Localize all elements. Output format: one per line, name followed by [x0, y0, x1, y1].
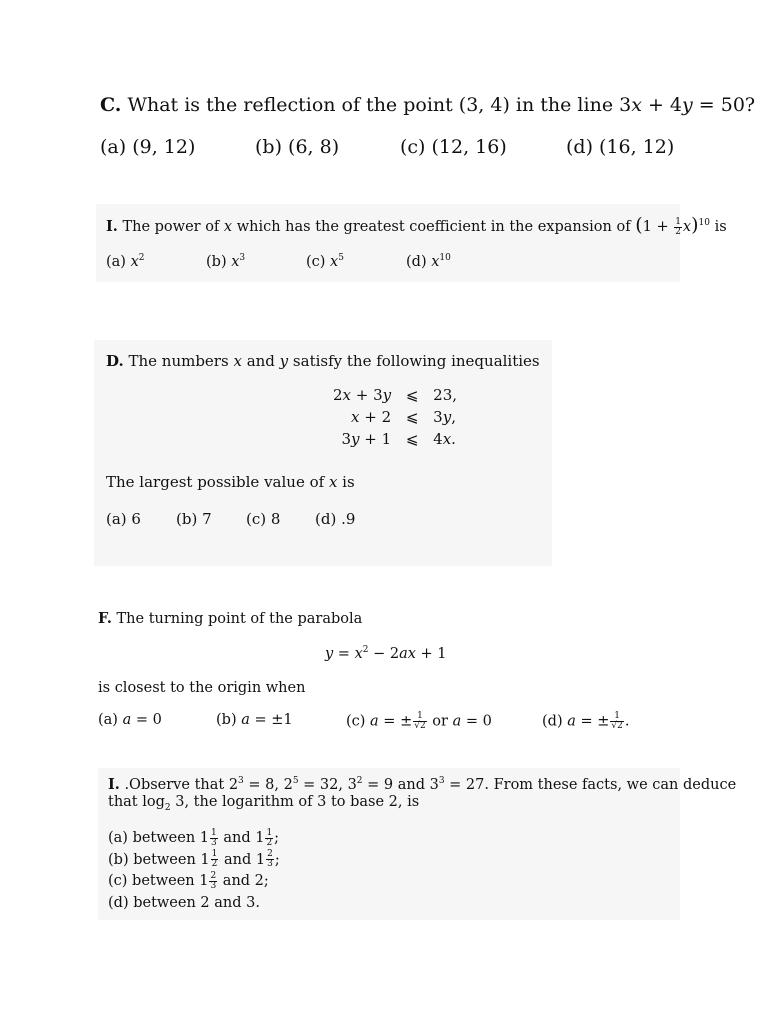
question-i-log-options [108, 828, 280, 914]
inequality-system [329, 384, 461, 450]
option-a[interactable]: (a) 6 [106, 510, 141, 528]
option-d[interactable]: (d) between 2 and 3. [108, 894, 260, 911]
question-d-text: D. The numbers x and y satisfy the following inequalities [106, 352, 540, 370]
option-c[interactable]: (c) (12, 16) [400, 136, 507, 158]
option-b[interactable]: (b) $x^3$ [206, 253, 246, 270]
option-b[interactable]: (b) 7 [176, 510, 212, 528]
option-d[interactable]: (d) $x^{10}$ [406, 253, 451, 270]
option-a[interactable]: (a) a = 0 [98, 712, 162, 728]
question-f-text: F. The turning point of the parabola [98, 610, 363, 627]
question-f [98, 608, 688, 748]
option-c[interactable]: (c) between 1 $\frac{2}{3}$ and 2; [108, 870, 269, 891]
inequality-row: x + 2 ⩽ 3y, [351, 408, 456, 426]
inequality-row: 2x + 3y ⩽ 23, [333, 386, 458, 404]
question-d-followup: The largest possible value of x is [106, 473, 355, 491]
option-d[interactable]: (d) a = ± $\frac{1}{√2}$ . [542, 711, 630, 731]
option-c[interactable]: (c) $x^5$ [306, 253, 344, 270]
question-i-log-line1: I. .Observe that $2^3 = 8$, $2^5 = 32$, $3^2 = 9$ and $3^3 = 27$. From these facts, we can deduce [108, 776, 737, 793]
option-d[interactable]: (d) .9 [315, 510, 356, 528]
question-c-options [100, 136, 700, 166]
option-c[interactable]: (c) a = ± $\frac{1}{√2}$ or a = 0 [346, 711, 492, 731]
question-i-binomial [96, 204, 727, 282]
option-b[interactable]: (b) between 1 $\frac{1}{2}$ and 1 $\frac{2}{3}$ ; [108, 849, 280, 869]
question-d [94, 340, 552, 566]
question-i-logarithm [98, 768, 737, 920]
option-b[interactable]: (b) a = ±1 [216, 712, 293, 728]
option-a[interactable]: (a) (9, 12) [100, 136, 196, 158]
option-a[interactable]: (a) $x^2$ [106, 253, 145, 270]
option-c[interactable]: (c) 8 [246, 510, 281, 528]
question-c [100, 94, 756, 166]
question-i-text: I. The power of x which has the greatest coefficient in the expansion of (1 + $\frac{1}{2}$ x)$^{10}$ is [106, 214, 727, 237]
question-f-followup: is closest to the origin when [98, 680, 306, 696]
option-b[interactable]: (b) (6, 8) [255, 136, 340, 158]
inequality-row: 3y + 1 ⩽ 4x. [341, 430, 456, 448]
option-a[interactable]: (a) between 1 $\frac{1}{3}$ and 1 $\frac{1}{2}$ ; [108, 827, 280, 848]
parabola-equation: $y = x^2 - 2ax + 1$ [325, 645, 447, 662]
question-i-options [106, 254, 666, 284]
question-c-text: C. What is the reflection of the point (3, 4) in the line 3x + 4y = 50? [100, 94, 756, 116]
question-d-options [106, 510, 526, 540]
question-f-options [98, 712, 688, 742]
option-d[interactable]: (d) (16, 12) [566, 136, 675, 158]
question-i-log-line2: that $\log_2 3$, the logarithm of 3 to base 2, is [108, 794, 420, 813]
